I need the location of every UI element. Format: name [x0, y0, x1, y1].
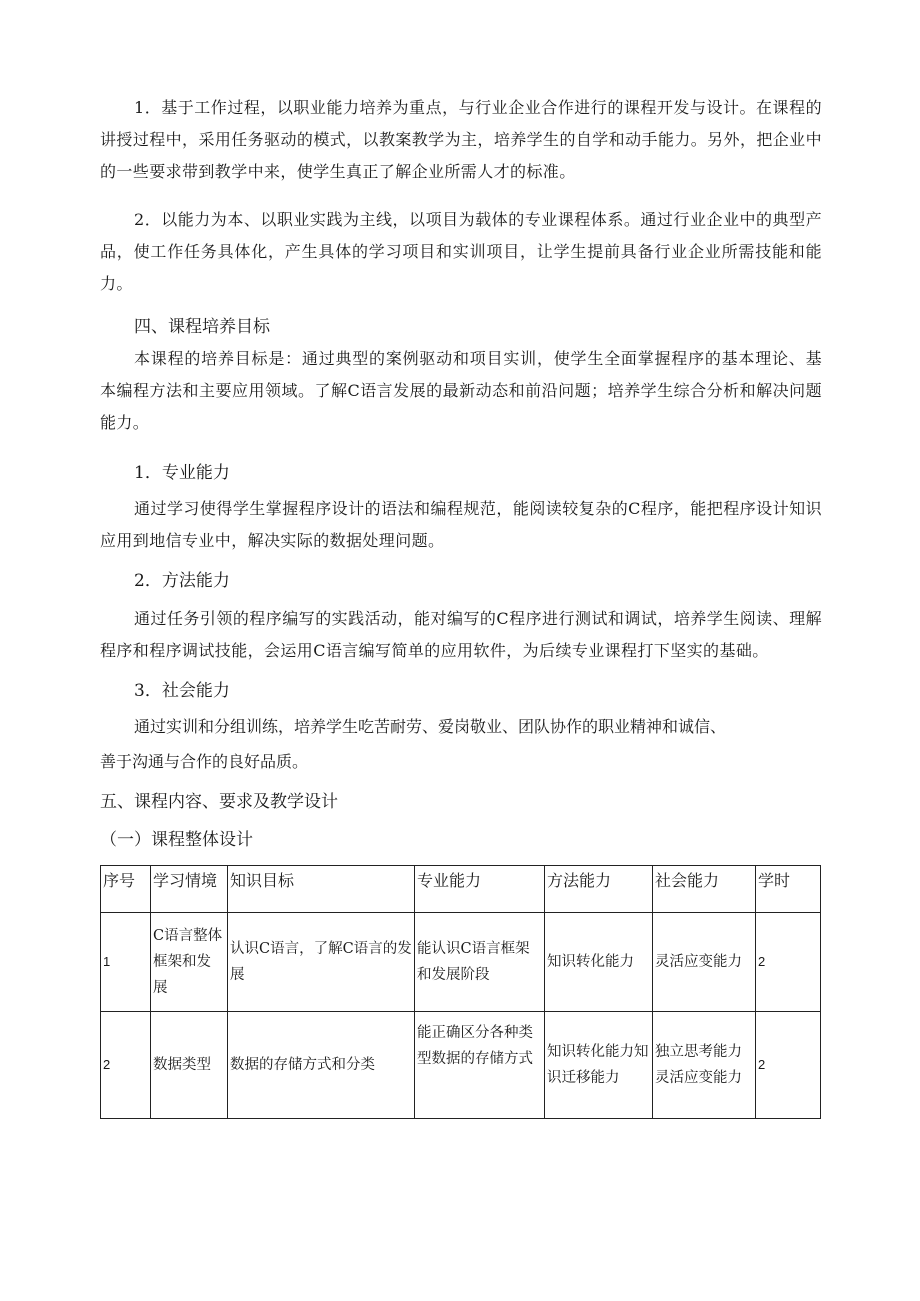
cell-method: 知识转化能力知识迁移能力 — [545, 1012, 653, 1119]
header-knowledge: 知识目标 — [228, 866, 415, 913]
header-situation: 学习情境 — [151, 866, 228, 913]
header-method: 方法能力 — [545, 866, 653, 913]
cell-hours: 2 — [756, 1012, 821, 1119]
section-4-title: 四、课程培养目标 — [134, 317, 270, 337]
paragraph-work-process: 1．基于工作过程，以职业能力培养为重点，与行业企业合作进行的课程开发与设计。在课程的讲授过程中，采用任务驱动的模式，以教案教学为主，培养学生的自学和动手能力。另外，把企业中的一些要求带到教学中来，使学生真正了解企业所需人才的标准。 — [100, 98, 822, 181]
course-design-table — [100, 865, 821, 1119]
paragraph-ability-based: 2．以能力为本、以职业实践为主线，以项目为载体的专业课程体系。通过行业企业中的典型产品，使工作任务具体化，产生具体的学习项目和实训项目，让学生提前具备行业企业所需技能和能力。 — [100, 210, 822, 293]
cell-no: 2 — [101, 1012, 151, 1119]
header-professional: 专业能力 — [415, 866, 545, 913]
header-no: 序号 — [101, 866, 151, 913]
paragraph-method: 通过任务引领的程序编写的实践活动，能对编写的C程序进行测试和调试，培养学生阅读、理解程序和程序调试技能，会运用C语言编写简单的应用软件，为后续专业课程打下坚实的基础。 — [100, 609, 822, 660]
cell-knowledge: 认识C语言，了解C语言的发展 — [228, 913, 415, 1012]
section-5-title: 五、课程内容、要求及教学设计 — [100, 792, 338, 812]
cell-hours: 2 — [756, 913, 821, 1012]
cell-social: 独立思考能力灵活应变能力 — [653, 1012, 756, 1119]
sub-title-social: 3．社会能力 — [134, 681, 230, 701]
paragraph-course-goal: 本课程的培养目标是：通过典型的案例驱动和项目实训，使学生全面掌握程序的基本理论、基本编程方法和主要应用领域。了解C语言发展的最新动态和前沿问题；培养学生综合分析和解决问题能力。 — [100, 349, 822, 432]
table-row — [101, 913, 821, 1012]
cell-professional: 能认识C语言框架和发展阶段 — [415, 913, 545, 1012]
cell-knowledge: 数据的存储方式和分类 — [228, 1012, 415, 1119]
sub-title-method: 2．方法能力 — [134, 571, 230, 591]
header-social: 社会能力 — [653, 866, 756, 913]
cell-no: 1 — [101, 913, 151, 1012]
cell-social: 灵活应变能力 — [653, 913, 756, 1012]
paragraph-social-line1: 通过实训和分组训练，培养学生吃苦耐劳、爱岗敬业、团队协作的职业精神和诚信、 — [134, 717, 727, 736]
sub-title-professional: 1．专业能力 — [134, 463, 230, 483]
cell-professional: 能正确区分各种类型数据的存储方式 — [415, 1012, 545, 1119]
paragraph-professional: 通过学习使得学生掌握程序设计的语法和编程规范，能阅读较复杂的C程序，能把程序设计知识应用到地信专业中，解决实际的数据处理问题。 — [100, 499, 822, 550]
paragraph-social-line2: 善于沟通与合作的良好品质。 — [100, 752, 309, 771]
subsection-title: （一）课程整体设计 — [100, 830, 253, 850]
cell-situation: 数据类型 — [151, 1012, 228, 1119]
header-hours: 学时 — [756, 866, 821, 913]
cell-situation: C语言整体框架和发展 — [151, 913, 228, 1012]
cell-method: 知识转化能力 — [545, 913, 653, 1012]
table-header-row — [101, 866, 821, 913]
table-row — [101, 1012, 821, 1119]
